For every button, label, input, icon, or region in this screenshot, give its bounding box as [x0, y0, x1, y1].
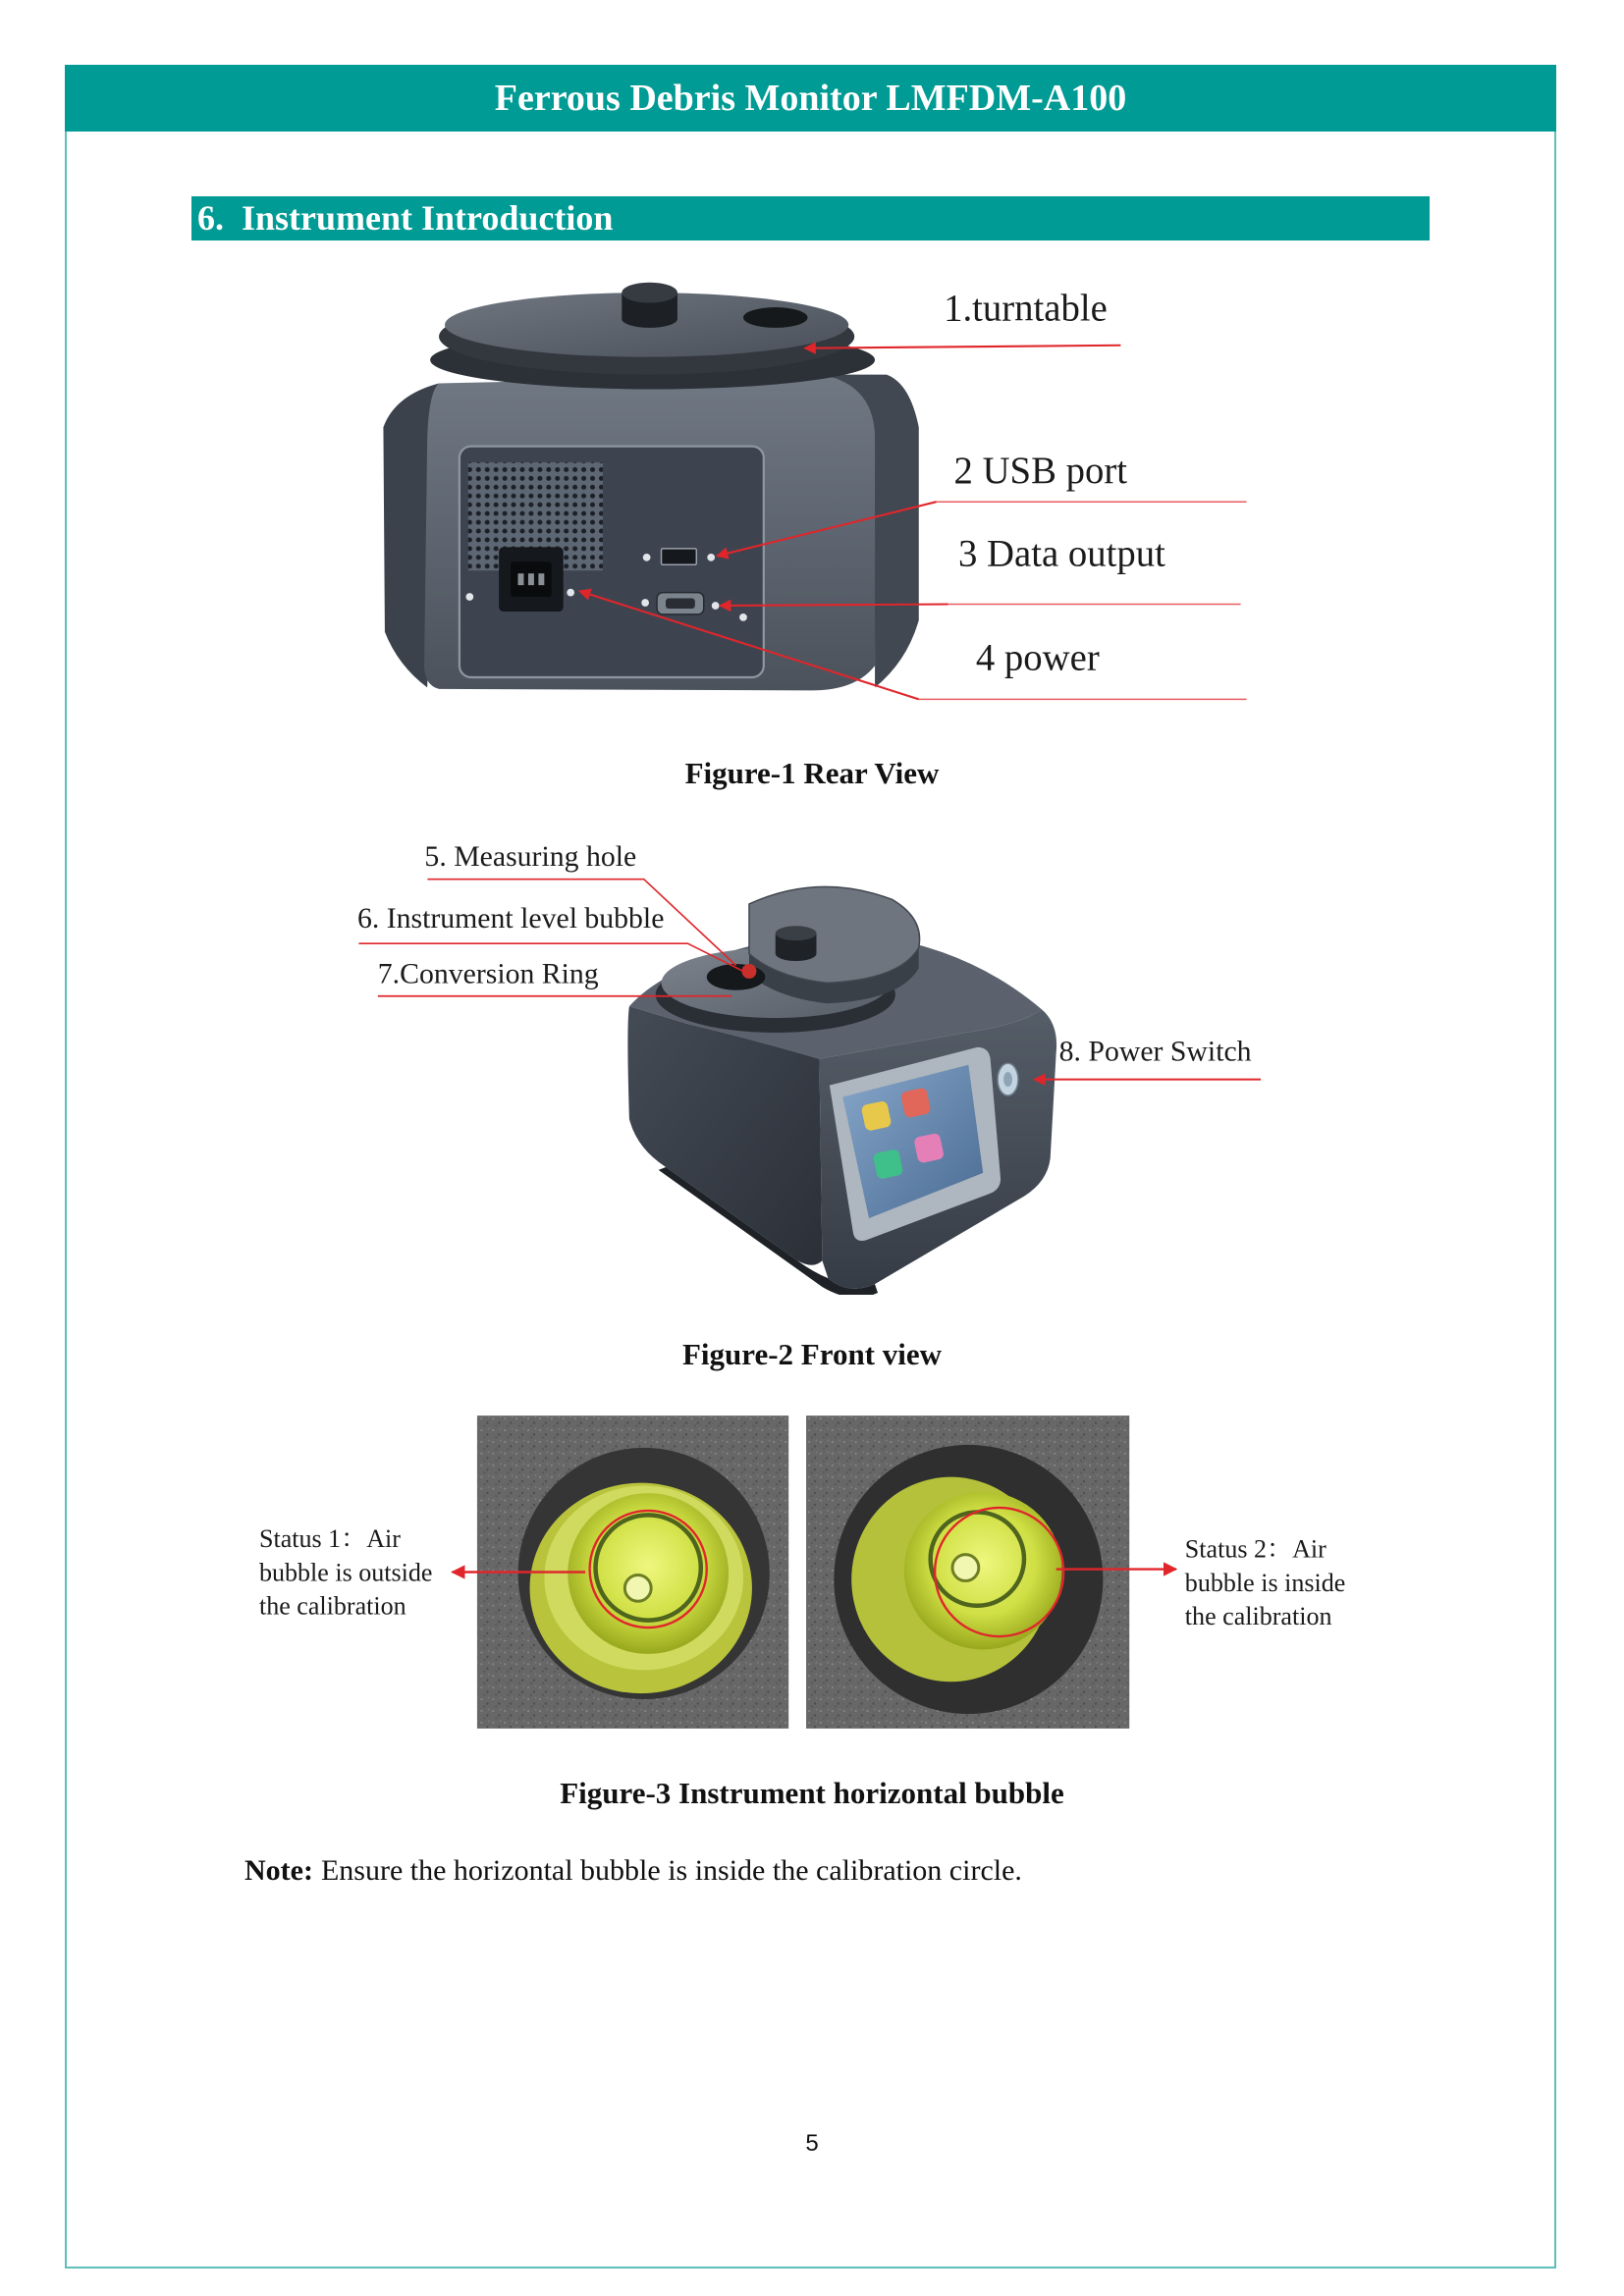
- figure-1-rear-view-image: [373, 278, 1251, 710]
- label-measuring-hole: 5. Measuring hole: [424, 840, 637, 874]
- turntable-hole: [743, 307, 808, 328]
- label-power-switch: 8. Power Switch: [1058, 1035, 1252, 1068]
- app-icon-pink: [913, 1133, 945, 1164]
- app-icon-yellow: [861, 1100, 893, 1132]
- label-data-output: 3 Data output: [958, 532, 1165, 575]
- status-1-line-2: bubble is outside: [258, 1558, 433, 1587]
- section-heading: 6. Instrument Introduction: [191, 196, 1430, 240]
- app-icon-red: [900, 1088, 932, 1119]
- status-2-line-1: Status 2：Air: [1184, 1534, 1326, 1564]
- figure-1-caption: Figure-1 Rear View: [684, 756, 940, 790]
- label-turntable: 1.turntable: [944, 287, 1108, 330]
- label-usb-port: 2 USB port: [953, 449, 1128, 492]
- status-1-line-3: the calibration: [258, 1591, 406, 1621]
- app-icon-green: [873, 1148, 904, 1180]
- level-bubble-indicator: [742, 964, 757, 979]
- air-bubble: [952, 1555, 979, 1581]
- document-header: Ferrous Debris Monitor LMFDM-A100: [65, 65, 1556, 132]
- figure-3-bubble-image: [256, 1415, 1368, 1729]
- label-power: 4 power: [975, 636, 1100, 679]
- turntable-knob: [622, 283, 677, 328]
- note-label: Note:: [244, 1854, 313, 1887]
- power-socket: [499, 547, 564, 612]
- figure-3-caption: Figure-3 Instrument horizontal bubble: [560, 1776, 1064, 1810]
- callout-line-data-output: [720, 604, 947, 605]
- power-switch: [998, 1063, 1018, 1095]
- figure-2-front-view-image: [352, 830, 1272, 1295]
- air-bubble: [624, 1575, 651, 1601]
- level-lens: [904, 1492, 1062, 1650]
- label-conversion-ring: 7.Conversion Ring: [377, 957, 599, 990]
- note-text: Ensure the horizontal bubble is inside the calibration circle.: [320, 1854, 1022, 1887]
- page-number: 5: [805, 2130, 819, 2157]
- photo-status-2: [806, 1415, 1129, 1729]
- status-1-line-1: Status 1：Air: [258, 1524, 401, 1554]
- device-rear: [383, 283, 918, 691]
- note-paragraph: [244, 1853, 1022, 1889]
- data-output-port: [657, 593, 704, 614]
- status-2-line-3: the calibration: [1184, 1602, 1332, 1631]
- status-2-line-2: bubble is inside: [1184, 1568, 1346, 1597]
- label-level-bubble: 6. Instrument level bubble: [356, 901, 665, 934]
- usb-port: [662, 549, 697, 564]
- figure-2-caption: Figure-2 Front view: [681, 1337, 943, 1371]
- turntable-knob: [776, 926, 817, 961]
